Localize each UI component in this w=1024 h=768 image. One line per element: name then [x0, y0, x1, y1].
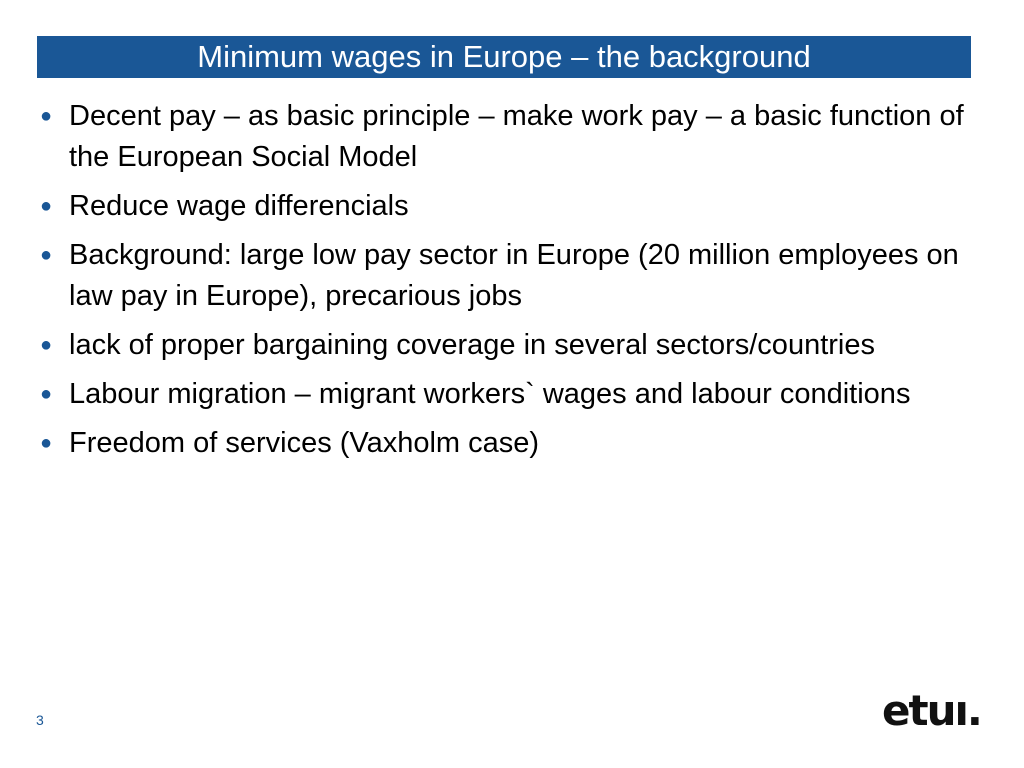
- slide-title: Minimum wages in Europe – the background: [197, 39, 811, 74]
- bullet-item: [40, 96, 970, 178]
- bullet-dot-icon: ●: [40, 383, 53, 405]
- bullet-dot-icon: ●: [40, 195, 53, 217]
- bullet-dot-icon: ●: [40, 105, 53, 127]
- bullet-list: [40, 96, 970, 472]
- bullet-dot-icon: ●: [40, 432, 53, 454]
- title-bar: [37, 36, 971, 78]
- bullet-item: [40, 186, 970, 227]
- bullet-item: [40, 235, 970, 317]
- bullet-text: Reduce wage differencials: [69, 190, 409, 222]
- bullet-item: [40, 325, 970, 366]
- bullet-text: Freedom of services (Vaxholm case): [69, 427, 540, 459]
- bullet-text: lack of proper bargaining coverage in several sectors/countries: [69, 329, 875, 361]
- bullet-text: Decent pay – as basic principle – make work pay – a basic function of the European Social Model: [69, 100, 964, 173]
- page-number: 3: [36, 712, 44, 728]
- etui-logo: etuı.: [882, 686, 981, 735]
- bullet-text: Background: large low pay sector in Europe (20 million employees on law pay in Europe), precarious jobs: [69, 239, 959, 312]
- bullet-dot-icon: ●: [40, 244, 53, 266]
- bullet-text: Labour migration – migrant workers` wages and labour conditions: [69, 378, 911, 410]
- bullet-item: [40, 423, 970, 464]
- bullet-dot-icon: ●: [40, 334, 53, 356]
- bullet-item: [40, 374, 970, 415]
